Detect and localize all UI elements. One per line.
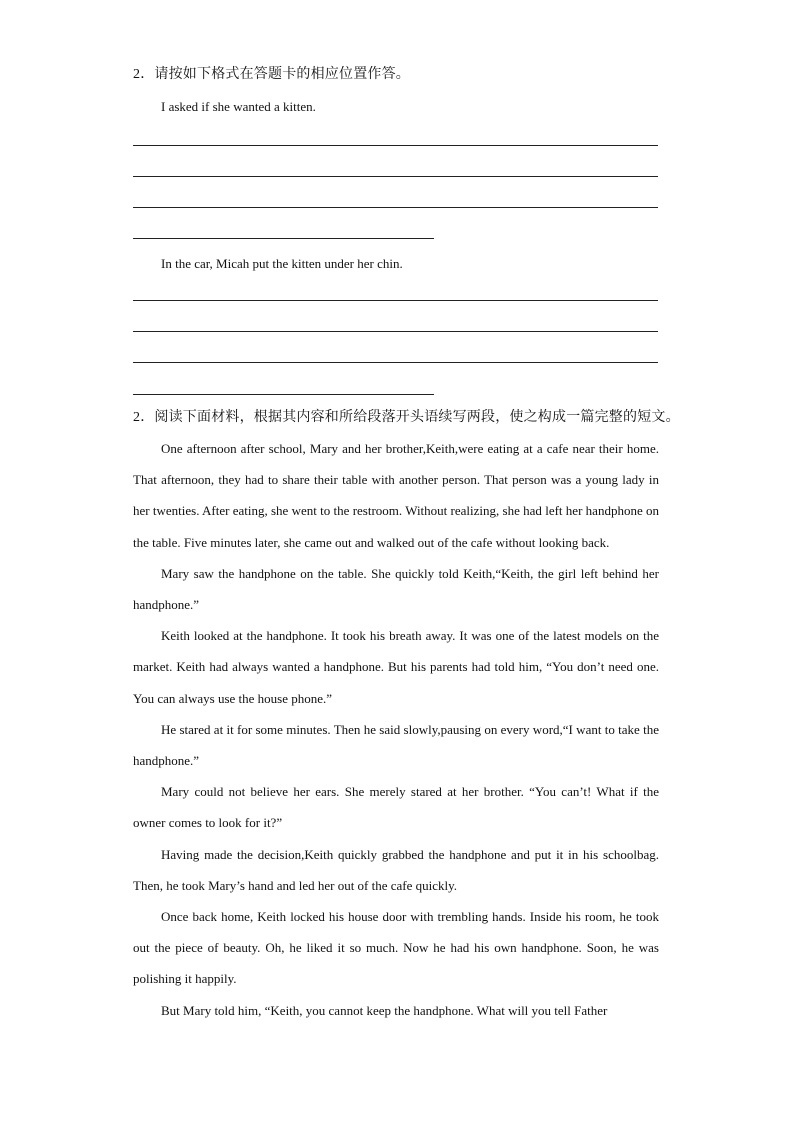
answer-line: [133, 300, 658, 301]
answer-line: [133, 145, 658, 146]
answer-line: [133, 207, 658, 208]
passage-paragraph: Keith looked at the handphone. It took his breath away. It was one of the latest models on the market. Keith had always wanted a handphone. But his parents had told him, “You don’t need one. You can always use the house phone.”: [133, 628, 659, 706]
passage-paragraph: Mary could not believe her ears. She merely stared at her brother. “You can’t! What if the owner comes to look for it?”: [133, 784, 659, 831]
passage-paragraph: Mary saw the handphone on the table. She quickly told Keith,“Keith, the girl left behind her handphone.”: [133, 565, 659, 613]
passage-paragraph: But Mary told him, “Keith, you cannot keep the handphone. What will you tell Father: [161, 1002, 608, 1018]
answer-line: [133, 331, 658, 332]
passage-paragraph: He stared at it for some minutes. Then he said slowly,pausing on every word,“I want to take the handphone.”: [133, 721, 659, 769]
answer-line: [133, 238, 434, 239]
answer-line: [133, 176, 658, 177]
answer-line: [133, 362, 658, 363]
writing-prompt-2: In the car, Micah put the kitten under her chin.: [161, 256, 403, 271]
question-heading-1: 2．请按如下格式在答题卡的相应位置作答。: [133, 67, 410, 82]
passage-paragraph: Once back home, Keith locked his house door with trembling hands. Inside his room, he took out the piece of beauty. Oh, he liked it so much. Now he had his own handphone. Soon, he was polishing it happily.: [133, 909, 659, 987]
question-heading-2: 2．阅读下面材料，根据其内容和所给段落开头语续写两段，使之构成一篇完整的短文。: [133, 410, 680, 425]
answer-line: [133, 394, 434, 395]
passage-paragraph: Having made the decision,Keith quickly grabbed the handphone and put it in his schoolbag. Then, he took Mary’s hand and led her out of the cafe quickly.: [133, 846, 659, 893]
reading-passage: [133, 433, 659, 1026]
passage-paragraph: One afternoon after school, Mary and her brother,Keith,were eating at a cafe near their home. That afternoon, they had to share their table with another person. That person was a young lady in her twenties. After eating, she went to the restroom. Without realizing, she had left her handphone on the table. Five minutes later, she came out and walked out of the cafe without looking back.: [133, 441, 659, 550]
writing-prompt-1: I asked if she wanted a kitten.: [161, 99, 316, 114]
